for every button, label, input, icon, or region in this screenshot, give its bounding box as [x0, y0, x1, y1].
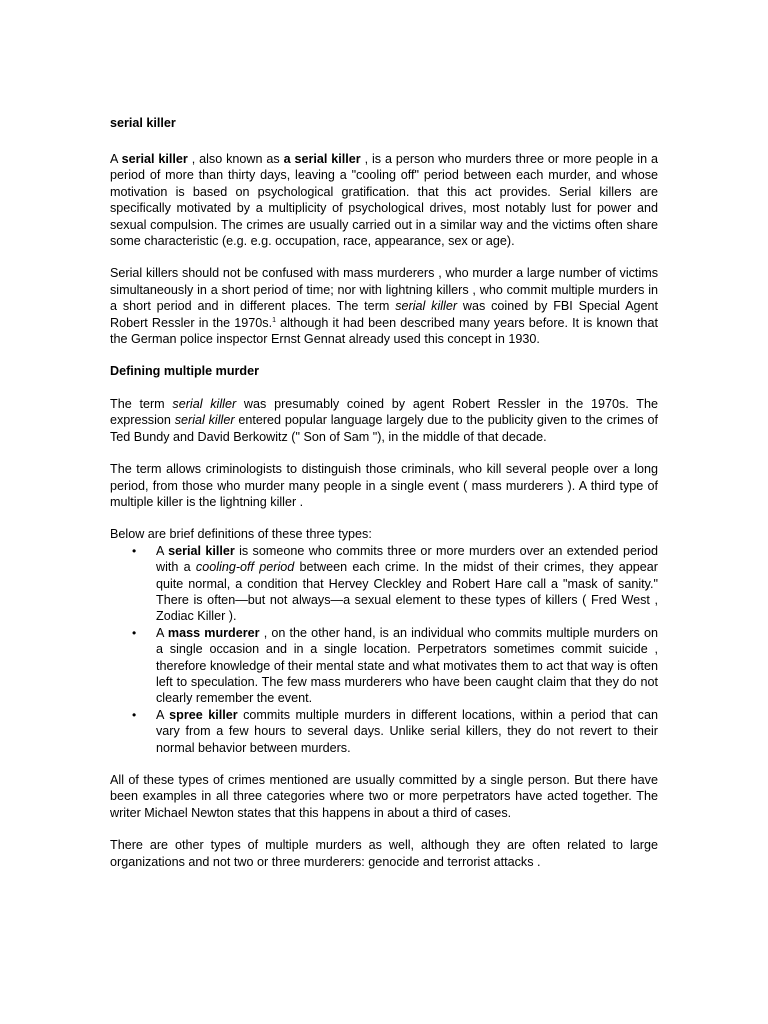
bullet-icon: • — [132, 543, 137, 558]
list-item-mass-murderer — [110, 625, 658, 707]
bullet-icon: • — [132, 625, 137, 640]
term-serial-killer: serial killer — [121, 152, 188, 166]
term-serial-killer-italic: serial killer — [395, 299, 458, 314]
section-paragraph-3: Below are brief definitions of these three types: — [110, 527, 372, 542]
term-serial-killer-italic: serial killer — [174, 413, 235, 428]
term-mass-murderer: mass murderer — [167, 625, 260, 640]
document-title: serial killer — [110, 116, 176, 130]
text-run: , also known as — [187, 152, 284, 166]
text-run: commits multiple murders in different locations, within a period that can vary from a few hours to several days. Unlike serial killers, they do not revert to their normal behavior between murders. — [156, 707, 658, 755]
text-run: between each crime. In the midst of their crimes, they appear quite normal, a condition that Hervey Cleckley and Robert Hare call a "mask of sanity." There is often—but not always—a sexual element to these types of killers ( Fred West , Zodiac Killer ). — [156, 560, 658, 624]
section-paragraph-5: There are other types of multiple murders as well, although they are often related to large organizations and not two or three murderers: genocide and terrorist attacks . — [110, 838, 658, 869]
intro-paragraph-2 — [110, 265, 658, 347]
types-list — [110, 543, 658, 756]
text-run: A — [156, 707, 170, 722]
bullet-icon: • — [132, 707, 137, 722]
term-spree-killer: spree killer — [169, 707, 238, 722]
text-run: A — [156, 625, 168, 640]
text-run: although it had been described many years before. It is known that the German police inspector Ernst Gennat already used this concept in 1930. — [110, 315, 658, 347]
term-cooling-off-period: cooling-off period — [195, 560, 295, 575]
text-run: Serial killers should not be confused with mass murderers , who murder a large number of victims simultaneously in a short period of time; nor with lightning killers , who commit multiple murders in a short period and in different places. The term — [110, 266, 658, 314]
list-item-spree-killer — [110, 707, 658, 756]
text-run: was coined by FBI Special Agent Robert Ressler in the 1970s. — [110, 299, 658, 330]
section-heading: Defining multiple murder — [110, 364, 260, 379]
text-run: A — [110, 152, 122, 166]
text-run: entered popular language largely due to the publicity given to the crimes of Ted Bundy and David Berkowitz (" Son of Sam "), in the middle of that decade. — [110, 413, 659, 444]
list-item-serial-killer — [110, 543, 658, 625]
text-run: The term — [110, 396, 173, 411]
term-serial-killer: serial killer — [168, 543, 235, 558]
term-serial-killer-italic: serial killer — [172, 396, 237, 411]
text-run: A — [156, 543, 169, 558]
intro-paragraph-1 — [110, 151, 658, 249]
text-run: , is a person who murders three or more people in a period of more than thirty days, leaving a "cooling off" period between each murder, and whose motivation is based on psychological gratification. that this act provides. Serial killers are specifically motivated by a multiplicity of psychological drives, most notably lust for power and sexual compulsion. The crimes are usually carried out in a similar way and the victims often share some characteristic (e.g. e.g. occupation, race, appearance, sex or age). — [110, 152, 658, 249]
section-paragraph-1 — [110, 396, 658, 445]
footnote-link[interactable]: 1 — [272, 316, 276, 324]
section-paragraph-2: The term allows criminologists to distinguish those criminals, who kill several people over a long period, from those who murder many people in a single event ( mass murderers ). A third type of multiple killer is the lightning killer . — [110, 462, 658, 509]
text-run: was presumably coined by agent Robert Ressler in the 1970s. The expression — [110, 396, 658, 428]
term-serial-killer-alt: a serial killer — [283, 152, 361, 166]
text-run: , on the other hand, is an individual who commits multiple murders on a single occasion and in a single location. Perpetrators sometimes commit suicide , therefore knowledge of their mental state and what motivates them to act that way is often left to speculation. The few mass murderers who have been caught claim that they do not clearly remember the event. — [156, 625, 658, 706]
text-run: is someone who commits three or more murders over an extended period with a — [156, 543, 658, 575]
section-paragraph-4: All of these types of crimes mentioned are usually committed by a single person. But there have been examples in all three categories where two or more perpetrators have acted together. The writer Michael Newton states that this happens in about a third of cases. — [110, 773, 658, 820]
